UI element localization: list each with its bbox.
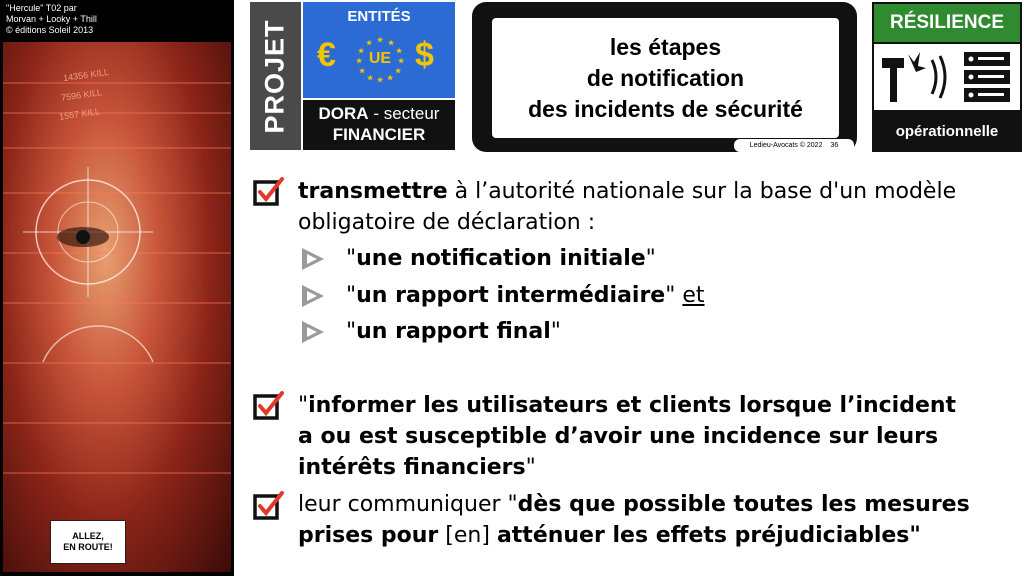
et-word: et xyxy=(682,283,705,308)
bullet-bold: a ou est susceptible d’avoir une incidence sur leurs xyxy=(298,424,939,449)
credit-line: "Hercule" T02 par xyxy=(6,3,77,13)
sub-bullet: "un rapport intermédiaire" et xyxy=(346,283,705,308)
sub-bullet-text: un rapport final xyxy=(356,319,551,344)
hammer-server-icon xyxy=(874,44,1020,110)
kill-text: 14356 KILL xyxy=(62,66,110,84)
sub-bullet: "un rapport final" xyxy=(346,319,561,344)
speech-bubble: ALLEZ, EN ROUTE! xyxy=(50,520,126,564)
sub-bullet: "une notification initiale" xyxy=(346,246,656,271)
bullet-text: leur communiquer " xyxy=(298,492,518,517)
page-number: 36 xyxy=(830,142,839,149)
checked-box-icon xyxy=(253,490,285,522)
bullet-bold: atténuer les effets préjudiciables xyxy=(496,523,910,548)
resilience-badge xyxy=(872,2,1022,152)
bullet-bold: prises pour xyxy=(298,523,439,548)
slide-footer xyxy=(734,139,854,152)
eu-flag-icon: ★ ★ ★ ★ ★ ★ ★ ★ ★ ★ ★ ★ UE xyxy=(356,37,405,84)
title-line: les étapes xyxy=(609,33,722,60)
bullet-bold: transmettre xyxy=(298,179,448,204)
play-arrow-icon xyxy=(300,283,326,309)
bullet-transmettre xyxy=(298,176,956,238)
euro-icon: € xyxy=(317,36,336,74)
resilience-icons xyxy=(874,44,1020,110)
financier-label: FINANCIER xyxy=(332,125,426,144)
sub-bullet-text: un rapport intermédiaire xyxy=(356,283,666,308)
bullet-text: [en] xyxy=(438,523,497,548)
dollar-icon: $ xyxy=(415,36,434,74)
bullet-informer: "informer les utilisateurs et clients lorsque l’incident a ou est susceptible d’avoir une incidence sur leurs intérêts financiers" xyxy=(298,393,957,480)
credit-line: © éditions Soleil 2013 xyxy=(6,25,94,35)
bullet-communiquer: leur communiquer "dès que possible toutes les mesures prises pour [en] atténuer les effets préjudiciables" xyxy=(298,492,970,548)
comic-credit xyxy=(6,3,97,36)
kill-text: 7596 KILL xyxy=(60,87,103,103)
credit-line: Morvan + Looky + Thill xyxy=(6,14,97,24)
checked-box-icon xyxy=(253,176,285,208)
play-arrow-icon xyxy=(300,319,326,345)
bullet-text: obligatoire de déclaration : xyxy=(298,210,596,235)
checked-box-icon xyxy=(253,390,285,422)
kill-text: 1557 KILL xyxy=(58,106,101,122)
entites-label: ENTITÉS xyxy=(347,8,411,25)
bullet-bold: informer les utilisateurs et clients lorsque l’incident xyxy=(308,393,957,418)
play-arrow-icon xyxy=(300,246,326,272)
dora-label: DORA xyxy=(318,104,369,123)
resilience-label: RÉSILIENCE xyxy=(874,4,1020,42)
title-line: des incidents de sécurité xyxy=(528,95,803,122)
slide-title-box xyxy=(472,2,857,152)
bullet-bold: dès que possible toutes les mesures xyxy=(517,492,970,517)
dora-badge xyxy=(303,100,455,150)
footer-author: Ledieu-Avocats © 2022 xyxy=(749,142,823,149)
projet-tag xyxy=(250,2,301,150)
secteur-label: - secteur xyxy=(368,104,440,123)
bullet-text: à l’autorité nationale sur la base d'un modèle xyxy=(447,179,957,204)
title-line: de notification xyxy=(586,64,745,91)
targeting-reticle-icon xyxy=(3,42,231,572)
sub-bullet-text: une notification initiale xyxy=(356,246,646,271)
ue-label: UE xyxy=(368,50,392,67)
operationnelle-label: opérationnelle xyxy=(895,122,999,140)
comic-illustration xyxy=(3,42,231,572)
comic-panel xyxy=(0,0,234,576)
bullet-bold: intérêts financiers xyxy=(298,455,526,480)
projet-label: PROJET xyxy=(260,18,290,134)
entites-badge xyxy=(303,2,455,98)
